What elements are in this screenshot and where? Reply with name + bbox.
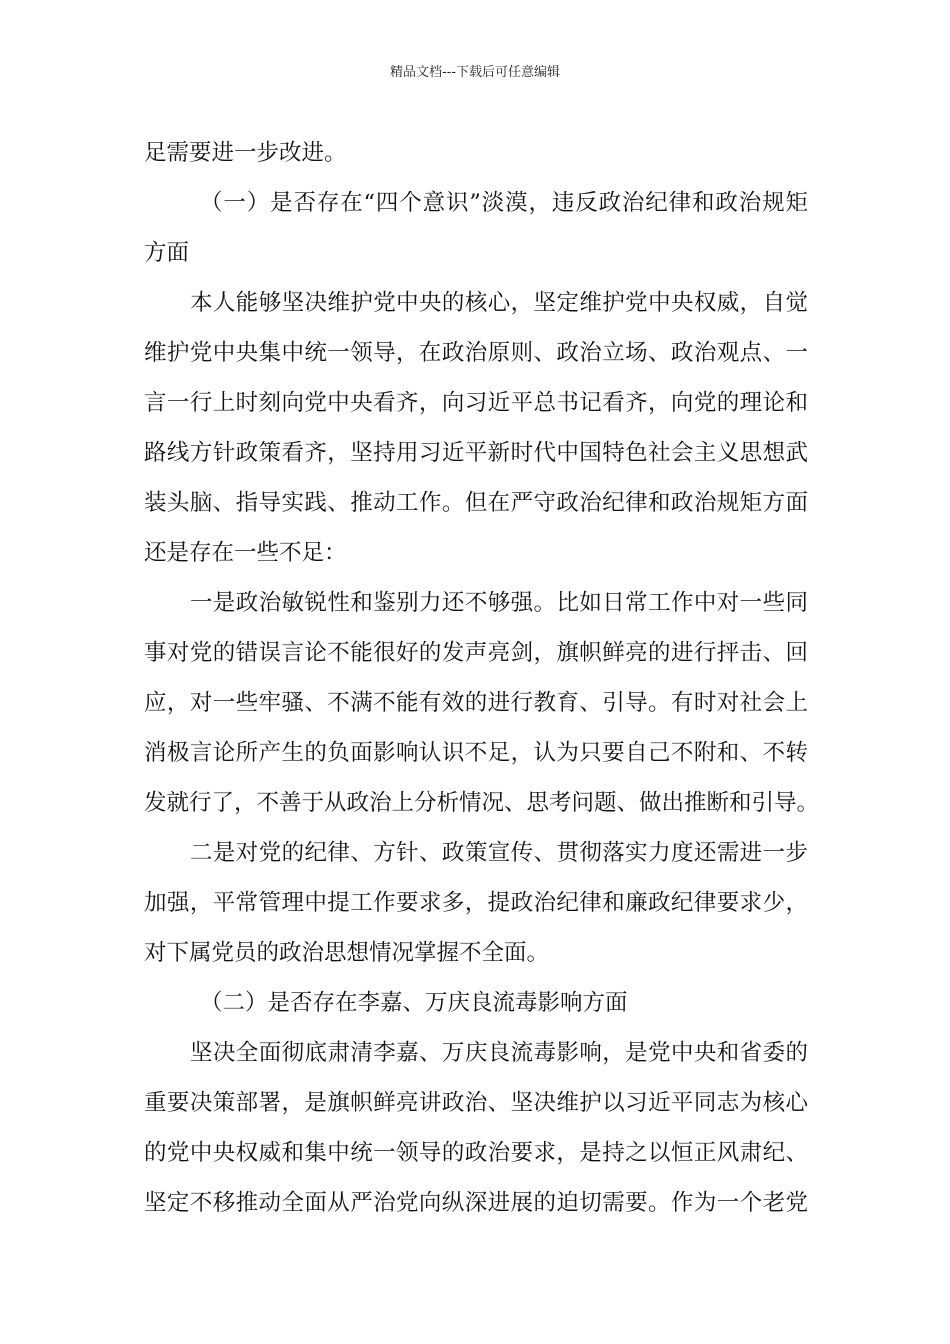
text-line: 足需要进一步改进。 xyxy=(144,140,347,166)
paragraph-line: 装头脑、指导实践、推动工作。但在严守政治纪律和政治规矩方面 xyxy=(144,490,808,516)
paragraph-line: 的党中央权威和集中统一领导的政治要求，是持之以恒正风肃纪、 xyxy=(144,1140,808,1166)
paragraph-line: 对下属党员的政治思想情况掌握不全面。 xyxy=(144,940,550,966)
paragraph-line: 坚定不移推动全面从严治党向纵深进展的迫切需要。作为一个老党 xyxy=(144,1190,808,1216)
paragraph-line: 还是存在一些不足： xyxy=(144,540,347,566)
section-heading-1: （一）是否存在“四个意识”淡漠，违反政治纪律和政治规矩 xyxy=(200,190,808,216)
paragraph-line: 加强，平常管理中提工作要求多，提政治纪律和廉政纪律要求少， xyxy=(144,890,808,916)
paragraph-line: 发就行了，不善于从政治上分析情况、思考问题、做出推断和引导。 xyxy=(144,790,820,816)
paragraph-line: 一是政治敏锐性和鉴别力还不够强。比如日常工作中对一些同 xyxy=(190,590,808,616)
paragraph-line: 坚决全面彻底肃清李嘉、万庆良流毒影响，是党中央和省委的 xyxy=(190,1040,808,1066)
paragraph-line: 维护党中央集中统一领导，在政治原则、政治立场、政治观点、一 xyxy=(144,340,808,366)
paragraph-line: 本人能够坚决维护党中央的核心，坚定维护党中央权威，自觉 xyxy=(190,290,808,316)
paragraph-line: 言一行上时刻向党中央看齐，向习近平总书记看齐，向党的理论和 xyxy=(144,390,808,416)
page-header: 精品文档---下载后可任意编辑 xyxy=(389,65,561,80)
document-body xyxy=(144,128,820,1228)
paragraph-line: 应，对一些牢骚、不满不能有效的进行教育、引导。有时对社会上 xyxy=(144,690,808,716)
paragraph-line: 二是对党的纪律、方针、政策宣传、贯彻落实力度还需进一步 xyxy=(190,840,808,866)
paragraph-line: 事对党的错误言论不能很好的发声亮剑，旗帜鲜亮的进行抨击、回 xyxy=(144,640,808,666)
section-heading-2: （二）是否存在李嘉、万庆良流毒影响方面 xyxy=(200,990,628,1016)
section-heading-1-cont: 方面 xyxy=(144,240,190,266)
paragraph-line: 重要决策部署，是旗帜鲜亮讲政治、坚决维护以习近平同志为核心 xyxy=(144,1090,808,1116)
paragraph-line: 消极言论所产生的负面影响认识不足，认为只要自己不附和、不转 xyxy=(144,740,808,766)
paragraph-line: 路线方针政策看齐，坚持用习近平新时代中国特色社会主义思想武 xyxy=(144,440,808,466)
